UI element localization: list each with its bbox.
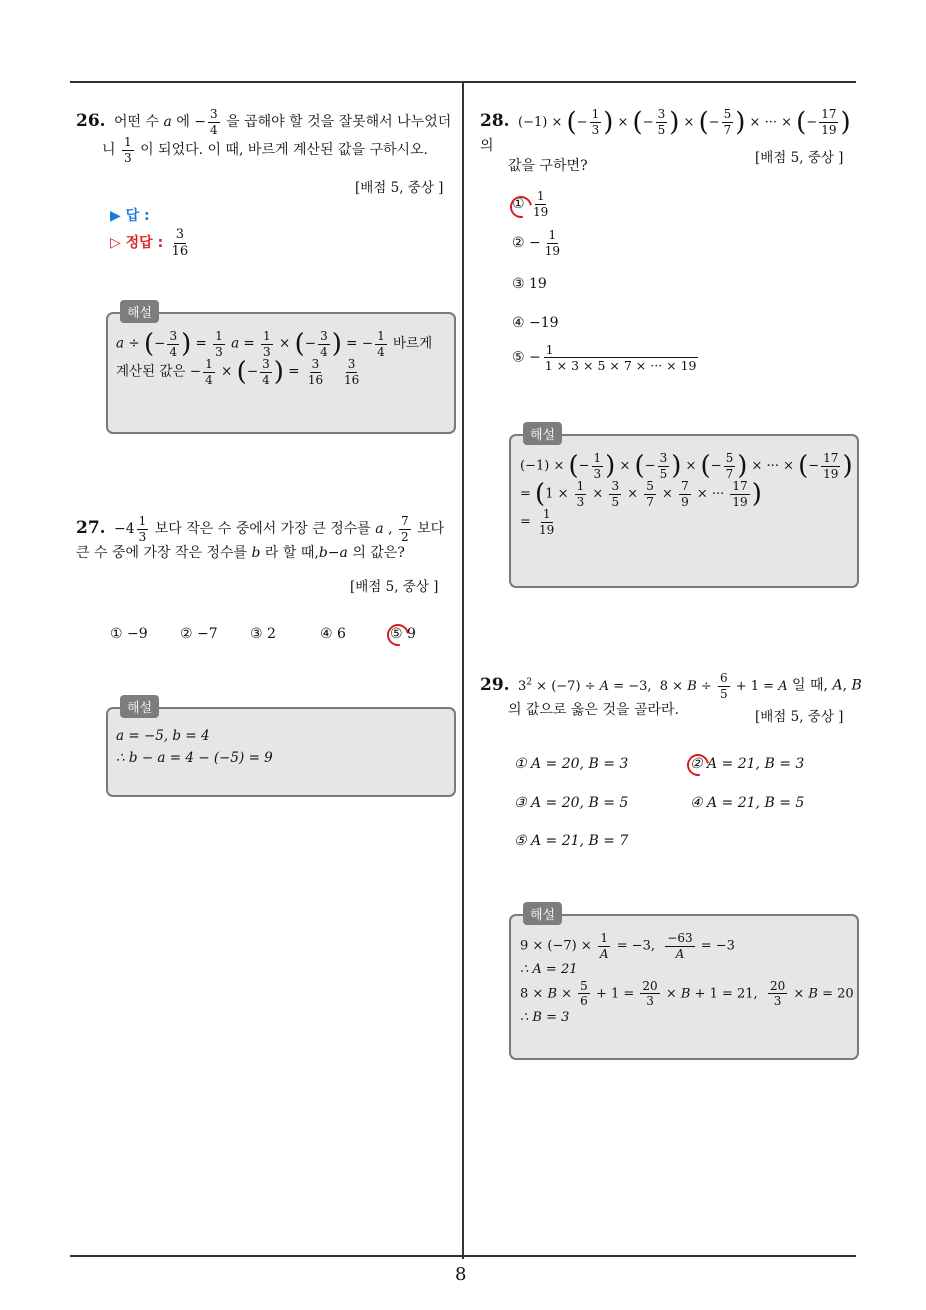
q27-option-2[interactable]: ② −7 xyxy=(180,626,218,642)
q27-option-5[interactable]: ⑤ 9 xyxy=(390,626,416,642)
q27-text-e: 라 할 때, xyxy=(264,545,319,562)
sol-line: ∴ b − a = 4 − (−5) = 9 xyxy=(116,749,273,766)
q26-text-b: 에 xyxy=(176,114,190,131)
q28-score: [배점 5, 중상 ] xyxy=(755,150,844,166)
solution-tag: 해설 xyxy=(523,422,562,445)
q28-option-3[interactable]: ③ 19 xyxy=(512,276,547,292)
q27-text-d: 큰 수 중에 가장 작은 정수를 xyxy=(76,545,248,562)
question-number: 27. xyxy=(76,518,106,539)
q27-solution xyxy=(116,726,273,769)
q27-option-1[interactable]: ① −9 xyxy=(110,626,148,642)
question-26: 26. 어떤 수 a 에 − $\frac{3}{4}$ 을 곱해야 할 것을 잘못해서 나누었더 니 $\frac{1}{3}$ 이 되었다. 이 때, 바르게 계산된 값을 구하시오. xyxy=(76,107,452,165)
q29-solution: 9 × (−7) × $\frac{1}{A}$ = −3, $\frac{-63}{A}$ = −3 ∴ A = 21 8 × B × $\frac{5}{6}$ + 1 = $\frac{20}{3}$ × B + 1 = 21, $\frac{20}{3}$ × B = 20 ∴ B = 3 xyxy=(520,931,854,1025)
q26-text-e: 이 되었다. 이 때, 바르게 계산된 값을 구하시오. xyxy=(140,142,429,159)
q29-option-1[interactable]: ① A = 20, B = 3 xyxy=(514,756,629,772)
correct-label: ▷ 정답 : xyxy=(110,235,164,252)
q27-option-4[interactable]: ④ 6 xyxy=(320,626,346,642)
q26-text-a: 어떤 수 xyxy=(114,114,160,131)
q28-text-b: 값을 구하면? xyxy=(508,158,588,175)
sol-word: 계산된 값은 xyxy=(116,363,186,380)
q28-option-5[interactable]: ⑤ − $\frac{1}{1 \times 3 \times 5 \times 7 \times \cdot\cdot\cdot \times 19}$ xyxy=(512,342,697,374)
solution-tag: 해설 xyxy=(120,695,159,718)
q26-text-c: 을 곱해야 할 것을 잘못해서 나누었더 xyxy=(226,114,452,131)
solution-tag: 해설 xyxy=(523,902,562,925)
q29-option-5[interactable]: ⑤ A = 21, B = 7 xyxy=(514,833,629,849)
q29-option-3[interactable]: ③ A = 20, B = 5 xyxy=(514,795,629,811)
q28-option-1[interactable]: ① $\frac{1}{19}$ xyxy=(512,189,549,219)
q26-text-d: 니 xyxy=(102,142,116,159)
q28-option-2[interactable]: ② − $\frac{1}{19}$ xyxy=(512,228,561,258)
question-27: 27. −4 $\frac{1}{3}$ 보다 작은 수 중에서 가장 큰 정수를 a , $\frac{7}{2}$ 보다 큰 수 중에 가장 작은 정수를 b 라 할 때,b−a 의 값은? xyxy=(76,514,445,562)
q29-text-b: 의 값으로 옳은 것을 골라라. xyxy=(508,702,680,719)
correct-fraction: $\frac{3}{16}$ xyxy=(171,227,189,259)
q29-text-a: 일 때, xyxy=(792,677,828,694)
sol-line: a = −5, b = 4 xyxy=(116,728,210,744)
sol-word: 바르게 xyxy=(393,335,433,352)
answer-label: ▶ 답 : xyxy=(110,208,150,224)
fraction: $\frac{1}{3}$ xyxy=(123,135,132,165)
q27-text-f: 의 값은? xyxy=(352,545,405,562)
selected-mark xyxy=(383,620,414,651)
question-number: 28. xyxy=(480,110,510,131)
q28-option-4[interactable]: ④ −19 xyxy=(512,315,559,331)
bottom-rule xyxy=(70,1255,856,1257)
q27-text-a: 보다 작은 수 중에서 가장 큰 정수를 xyxy=(154,521,371,538)
question-number: 29. xyxy=(480,674,510,695)
q27-option-3[interactable]: ③ 2 xyxy=(250,626,276,642)
q26-solution: a ÷ (− $\frac{3}{4}$ ) = $\frac{1}{3}$ a = $\frac{1}{3}$ × (− $\frac{3}{4}$ ) = − $\frac{1}{4}$ 바르게 계산된 값은 − $\frac{1}{4}$ × (− $\frac{3}{4}$ ) = $\frac{3}{16}$ $\frac{3}{16}$ xyxy=(116,329,433,388)
column-divider xyxy=(462,81,464,1259)
q27-text-b: , xyxy=(388,521,393,538)
page-number: 8 xyxy=(455,1264,467,1285)
q27-score: [배점 5, 중상 ] xyxy=(350,579,439,595)
selected-mark xyxy=(683,750,714,781)
question-28: 28. (−1) × (− $\frac{1}{3}$ ) × (− $\frac{3}{5}$ ) × (− $\frac{5}{7}$ ) × ··· × (− $\frac{17}{19}$ ) 의 값을 구하면? xyxy=(480,107,851,175)
correct-answer xyxy=(110,228,192,258)
solution-tag: 해설 xyxy=(120,300,159,323)
q26-score: [배점 5, 중상 ] xyxy=(355,180,444,196)
q28-solution: (−1) × (− $\frac{1}{3}$ ) × (− $\frac{3}{5}$ ) × (− $\frac{5}{7}$ ) × ··· × (− $\frac{17}{19}$ ) = (1 × $\frac{1}{3}$ × $\frac{3}{5}$ × $\frac{5}{7}$ × $\frac{7}{9}$ × ··· $\frac{17}{19}$ ) = $\frac{1}{19}$ xyxy=(520,451,853,537)
q29-option-2[interactable]: ② A = 21, B = 3 xyxy=(690,756,805,772)
question-29: 29. $3^2 \times (-7) \div A = -3$, 8 × B ÷ $\frac{6}{5}$ + 1 = A 일 때, A, B 의 값으로 옳은 것을 골라라. xyxy=(480,671,862,719)
q29-option-4[interactable]: ④ A = 21, B = 5 xyxy=(690,795,805,811)
q28-text-a: 의 xyxy=(480,138,494,155)
fraction: $\frac{3}{4}$ xyxy=(210,107,218,137)
q29-score: [배점 5, 중상 ] xyxy=(755,709,844,725)
q27-text-c: 보다 xyxy=(417,521,445,538)
question-number: 26. xyxy=(76,111,106,132)
